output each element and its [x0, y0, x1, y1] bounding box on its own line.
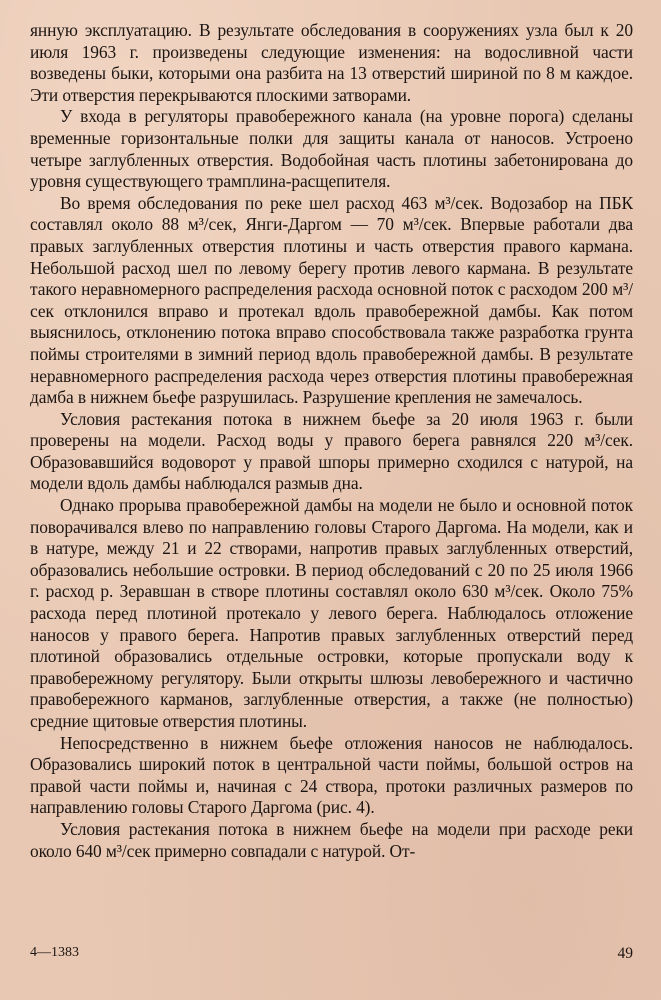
paragraph-7: Условия растекания потока в нижнем бьефе на модели при расходе реки около 640 м³/сек примерно совпадали с натурой. От-: [30, 818, 633, 861]
page-number: 49: [617, 945, 633, 962]
paragraph-4: Условия растекания потока в нижнем бьефе за 20 июля 1963 г. были проверены на модели. Расход воды у правого берега равнялся 220 м³/сек. Образовавшийся водоворот у правой шпоры примерно сходился с натурой, на модели вдоль дамбы наблюдался размыв дна.: [30, 408, 633, 494]
paragraph-3: Во время обследования по реке шел расход 463 м³/сек. Водозабор на ПБК составлял около 88 м³/сек, Янги-Даргом — 70 м³/сек. Впервые работали два правых заглубленных отверстия плотины и часть отверстия правого кармана. Небольшой расход шел по левому берегу против левого кармана. В результате такого неравномерного распределения расхода основной поток с расходом 200 м³/сек отклонился вправо и протекал вдоль правобережной дамбы. Как потом выяснилось, отклонению потока вправо способствовала также разработка грунта поймы строителями в зимний период вдоль правобережной дамбы. В результате неравномерного распределения расхода через отверстия плотины правобережная дамба в нижнем бьефе разрушилась. Разрушение крепления не замечалось.: [30, 192, 633, 408]
printer-signature: 4—1383: [30, 945, 79, 960]
paragraph-2: У входа в регуляторы правобережного канала (на уровне порога) сделаны временные горизонтальные полки для защиты канала от наносов. Устроено четыре заглубленных отверстия. Водобойная часть плотины забетонирована до уровня существующего трамплина-расщепителя.: [30, 106, 633, 192]
paragraph-1: янную эксплуатацию. В результате обследования в сооружениях узла был к 20 июля 1963 г. произведены следующие изменения: на водосливной части возведены быки, которыми она разбита на 13 отверстий шириной по 8 м каждое. Эти отверстия перекрываются плоскими затворами.: [30, 20, 633, 105]
paragraph-6: Непосредственно в нижнем бьефе отложения наносов не наблюдалось. Образовались широкий поток в центральной части поймы, большой остров на правой части поймы и, начиная с 24 створа, протоки различных размеров по направлению головы Старого Даргома (рис. 4).: [30, 732, 633, 818]
body-text: [30, 20, 633, 862]
page-footer: [30, 945, 633, 963]
paragraph-5: Однако прорыва правобережной дамбы на модели не было и основной поток поворачивался влево по направлению головы Старого Даргома. На модели, как и в натуре, между 21 и 22 створами, напротив правых заглубленных отверстий, образовались небольшие островки. В период обследований с 20 по 25 июля 1966 г. расход р. Зеравшан в створе плотины составлял около 630 м³/сек. Около 75% расхода перед плотиной протекало у левого берега. Наблюдалось отложение наносов у правого берега. Напротив правых заглубленных отверстий перед плотиной образовались отдельные островки, которые пропускали воду к правобережному регулятору. Были открыты шлюзы левобережного и частично правобережного карманов, заглубленные отверстия, а также (не полностью) средние щитовые отверстия плотины.: [30, 495, 633, 731]
